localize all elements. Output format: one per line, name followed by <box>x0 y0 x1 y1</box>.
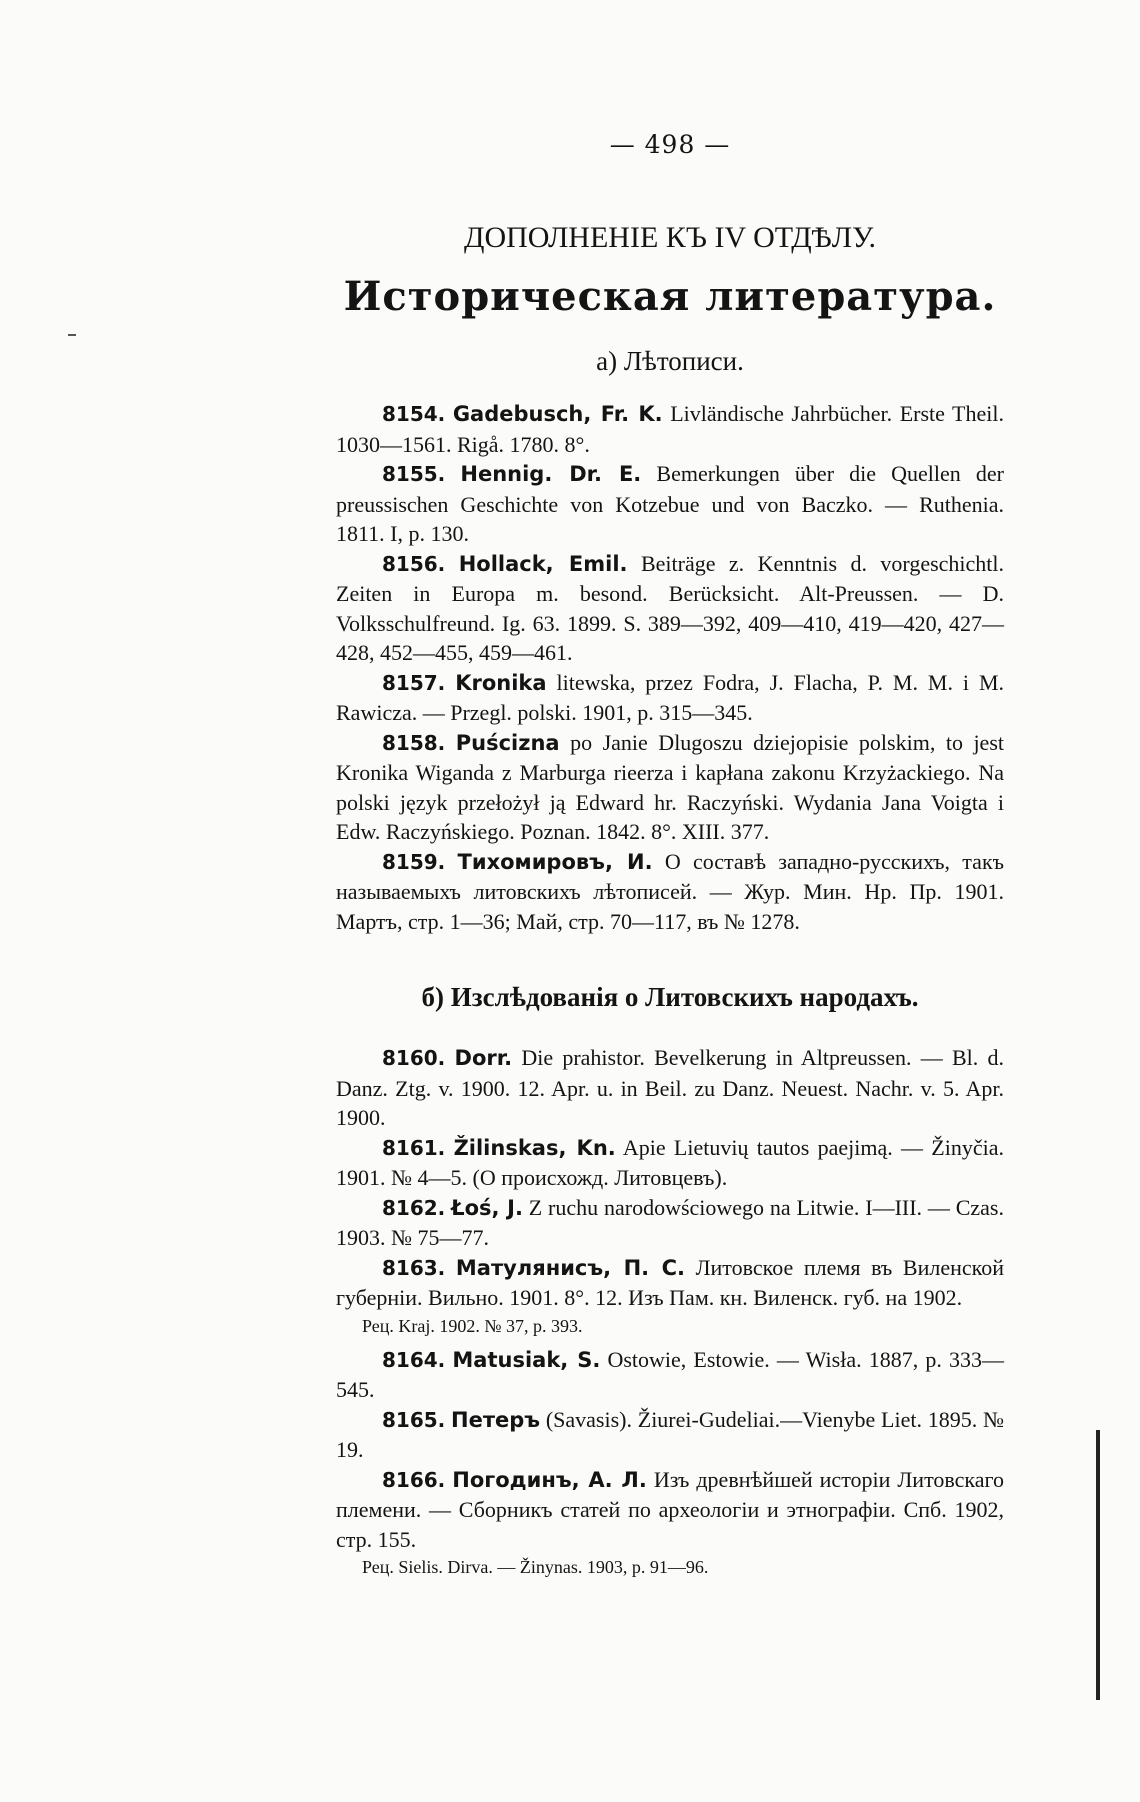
entry-text: litewska, przez Fodra, J. Flacha, P. M. M. i M. Rawicza. — Przegl. polski. 1901, p. 315—345. <box>336 669 1005 725</box>
entry-text: Z ruchu narodowściowego na Litwie. I—III. — Czas. 1903. № 75—77. <box>336 1194 1004 1250</box>
entry-author: Gadebusch, Fr. K. <box>452 402 663 426</box>
entry-author: Матулянисъ, П. С. <box>455 1255 685 1280</box>
entry-8159 <box>336 847 1004 937</box>
entry-author: Puścizna <box>455 730 560 755</box>
page-number: — 498 — <box>609 130 731 159</box>
entry-number: 8159. <box>382 849 446 874</box>
entry-number: 8156. <box>382 551 446 576</box>
entry-8154 <box>336 399 1004 459</box>
entry-text: Bemerkungen über die Quellen der preussischen Geschichte von Kotzebue und von Baczko. — Ruthenia. 1811. I, p. 130. <box>336 461 1004 546</box>
entry-text: Beiträge z. Kenntnis d. vorgeschichtl. Zeiten in Europa m. besond. Berücksicht. Alt-Preussen. — D. Volksschulfreund. Ig. 63. 1899. S. 389—392, 409—410, 419—420, 427—428, 452—455, 459—461. <box>336 550 1005 665</box>
entry-review: Рец. Kraj. 1902. № 37, p. 393. <box>362 1315 583 1336</box>
entry-text: po Janie Dlugoszu dziejopisie polskim, to jest Kronika Wiganda z Marburga rieerza i kapłana zakonu Krzyżackiego. Na polski język przełożył ją Edward hr. Raczyński. Wydania Jana Voigta i Edw. Raczyńskiego. Poznan. 1842. 8°. XIII. 377. <box>336 729 1004 844</box>
entry-number: 8155. <box>382 462 446 486</box>
entry-author: Погодинъ, А. Л. <box>452 1467 647 1492</box>
entry-number: 8162. <box>382 1195 446 1220</box>
margin-scan-line <box>1096 1430 1100 1700</box>
entry-8157 <box>336 668 1004 728</box>
entry-author: Łoś, J. <box>451 1195 523 1220</box>
entry-number: 8157. <box>382 670 446 695</box>
entry-author: Петеръ <box>451 1407 541 1432</box>
entry-8158 <box>336 728 1004 847</box>
entry-text: Ostowie, Estowie. — Wisła. 1887, p. 333—545. <box>336 1346 1005 1402</box>
entry-author: Hennig. Dr. E. <box>460 462 642 486</box>
entry-author: Hollack, Emil. <box>458 551 628 576</box>
entry-number: 8154. <box>382 402 446 426</box>
entry-text: О составѣ западно-русскихъ, такъ называемыхъ литовскихъ лѣтописей. — Жур. Мин. Нр. Пр. 1901. Мартъ, стр. 1—36; Май, стр. 70—117, въ № 1278. <box>336 848 1005 934</box>
entry-text: Apie Lietuvių tautos paejimą. — Žinyčia. 1901. № 4—5. (О происхожд. Литовцевъ). <box>336 1134 1005 1190</box>
entry-author: Dorr. <box>454 1046 513 1070</box>
entry-author: Kronika <box>455 670 547 695</box>
entry-8155 <box>336 459 1004 549</box>
document-page <box>336 130 1004 1586</box>
entry-text: Литовское племя въ Виленской губерніи. Вильно. 1901. 8°. 12. Изъ Пам. кн. Виленск. губ. на 1902. <box>336 1254 1005 1310</box>
entry-text: Die prahistor. Bevelkerung in Altpreussen. — Bl. d. Danz. Ztg. v. 1900. 12. Apr. u. in Beil. zu Danz. Neuest. Nachr. v. 5. Apr. 1900. <box>336 1045 1005 1130</box>
entry-author: Žilinskas, Kn. <box>453 1135 616 1160</box>
section-title-studies: б) Изслѣдованія о Литовскихъ народахъ. <box>421 982 919 1012</box>
entry-number: 8160. <box>382 1046 446 1070</box>
entry-8165 <box>336 1405 1004 1465</box>
entry-8156 <box>336 549 1004 668</box>
supplement-title: ДОПОЛНЕНІЕ КЪ IV ОТДѢЛУ. <box>464 221 876 254</box>
entry-8162 <box>336 1193 1004 1253</box>
entry-number: 8165. <box>382 1407 446 1432</box>
entry-text: Изъ древнѣйшей исторіи Литовскаго племени. — Сборникъ статей по археологіи и этнографіи. Спб. 1902, стр. 155. <box>336 1466 1005 1552</box>
entry-review: Рец. Sielis. Dirva. — Žinynas. 1903, p. 91—96. <box>362 1557 709 1577</box>
section-title-chronicles: а) Лѣтописи. <box>596 346 744 376</box>
entry-text: (Savasis). Žiurei-Gudeliai.—Vienybe Liet. 1895. № 19. <box>336 1406 1004 1462</box>
entry-number: 8163. <box>382 1255 446 1280</box>
entry-number: 8166. <box>382 1467 446 1492</box>
entry-number: 8161. <box>382 1135 446 1160</box>
entry-8163 <box>336 1253 1004 1313</box>
entry-author: Matusiak, S. <box>452 1347 601 1372</box>
margin-mark <box>68 334 76 336</box>
entry-8161 <box>336 1133 1004 1193</box>
entry-number: 8164. <box>382 1347 446 1372</box>
entry-author: Тихомировъ, И. <box>457 849 653 874</box>
entry-text: Livländische Jahrbücher. Erste Theil. 1030—1561. Rigå. 1780. 8°. <box>336 401 1004 457</box>
entry-8166 <box>336 1465 1004 1555</box>
entry-number: 8158. <box>382 730 446 755</box>
entry-8160 <box>336 1043 1004 1133</box>
main-title: Историческая литература. <box>343 273 997 320</box>
entry-8164 <box>336 1345 1004 1405</box>
